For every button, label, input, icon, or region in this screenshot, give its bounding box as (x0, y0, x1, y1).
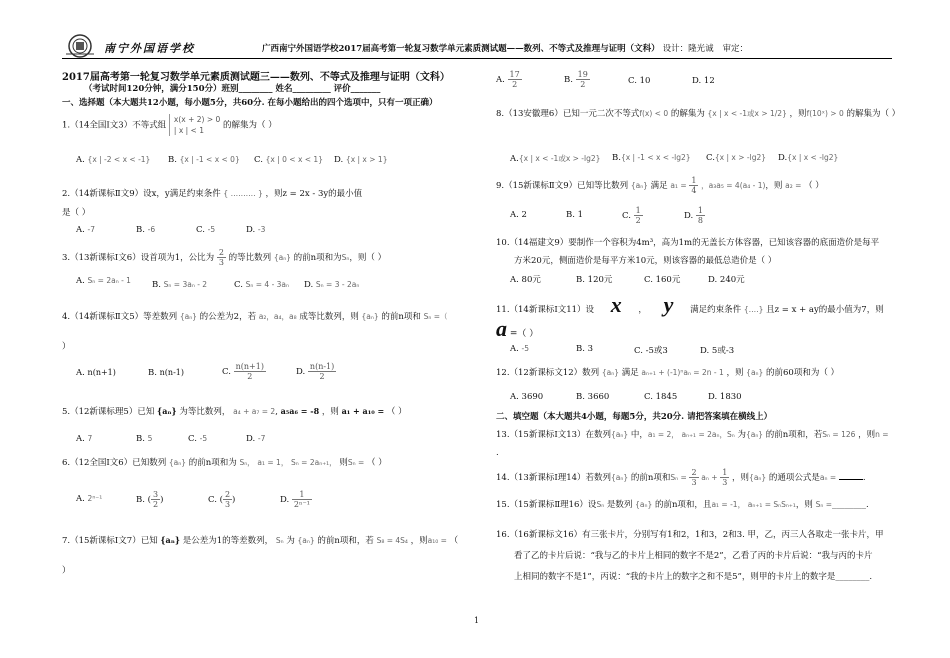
q1-option-c: C. {x | 0 < x < 1} (254, 155, 323, 165)
q5-option-b: B. 5 (136, 434, 153, 444)
question-1 (62, 114, 277, 136)
q1-tail: 的解集为（ ） (223, 120, 277, 131)
q3-option-b: B. Sₙ = 3aₙ - 2 (152, 280, 208, 290)
q4-option-b: B. n(n-1) (148, 368, 184, 378)
question-3: 3.（13新课标Ⅰ文6）设首项为1，公比为 $\frac{2}{3}$ 的等比数列 {aₙ} 的前n项和为Sₙ，则（ ） (62, 248, 387, 267)
q11-option-c: C. -5或3 (634, 346, 668, 356)
q6-option-b: B. ( $\frac{3}{2}$ ) (136, 490, 164, 509)
q7-option-b: B. $\frac{19}{2}$ (564, 70, 588, 89)
header-divider (62, 58, 892, 59)
school-emblem-icon (62, 34, 98, 58)
q6-option-a: A. 2ⁿ⁻¹ (76, 494, 103, 504)
q9-option-a: A. 2 (510, 210, 527, 220)
q2-option-a: A. -7 (76, 225, 96, 235)
q1-sys-line1: x(x + 2) > 0 (173, 115, 221, 124)
q11-option-b: B. 3 (576, 344, 594, 354)
question-11: 11.（14新课标Ⅰ文11）设 x ， y 满足约束条件 {‥‥} 且z = x + ay的最小值为7，则 (496, 292, 884, 317)
q2-tail2: 是（ ） (62, 208, 91, 218)
header-reviewer: 审定： (722, 44, 749, 54)
question-2 (62, 187, 362, 199)
q1-sys-line2: | x | < 1 (173, 126, 204, 135)
q9-option-c: C. $\frac{1}{2}$ (622, 206, 641, 225)
question-5: 5.（12新课标理5）已知 {aₙ} 为等比数列， a₄ + a₇ = 2, a₅a₆ = -8 ，则 a₁ + a₁₀ = （ ） (62, 406, 407, 417)
q12-option-d: D. 1830 (708, 392, 742, 402)
q11-option-a: A. -5 (510, 344, 530, 354)
q2-option-b: B. -6 (136, 225, 156, 235)
q11-answer-line: a =（ ） (496, 316, 539, 341)
question-15: 15.（15新课标Ⅱ理16）设Sₙ 是数列 {aₙ} 的前n项和，且a₁ = -1， aₙ₊₁ = SₙSₙ₊₁，则 Sₙ =________. (496, 500, 869, 510)
q8-option-d: D.{x | x < -lg2} (778, 153, 839, 163)
question-10-line1: 10.（14福建文9）要制作一个容积为4m³，高为1m的无盖长方体容器，已知该容器的底面造价是每平 (496, 238, 880, 248)
question-6: 6.（12全国Ⅰ文6）已知数列 {aₙ} 的前n项和为 Sₙ， a₁ = 1， Sₙ = 2aₙ₊₁， 则Sₙ = （ ） (62, 458, 387, 468)
q3-option-a: A. Sₙ = 2aₙ - 1 (76, 276, 131, 286)
q1-system (169, 114, 220, 136)
q12-option-b: B. 3660 (576, 392, 610, 402)
q8-option-b: B.{x | -1 < x < -lg2} (612, 153, 691, 163)
q10-option-d: D. 240元 (708, 275, 745, 285)
question-13: 13.（15新课标Ⅰ文13）在数列{aₙ} 中，a₁ = 2， aₙ₊₁ = 2aₙ，Sₙ 为{aₙ} 的前n项和，若Sₙ = 126 ，则n = (496, 430, 889, 440)
q9-option-d: D. $\frac{1}{8}$ (684, 206, 704, 225)
q10-option-a: A. 80元 (510, 275, 541, 285)
q4-option-a: A. n(n+1) (76, 368, 116, 378)
q3-ratio-fraction: $\frac{2}{3}$ (218, 248, 224, 267)
question-7: 7.（15新课标Ⅰ文7）已知 {aₙ} 是公差为1的等差数列， Sₙ 为 {aₙ} 的前n项和，若 S₈ = 4S₄ ，则a₁₀ = （ (62, 535, 459, 546)
q12-option-a: A. 3690 (510, 392, 544, 402)
section-1-heading: 一、选择题（本大题共12小题，每小题5分，共60分. 在每小题给出的四个选项中，只有一项正确） (62, 98, 438, 108)
page-header (262, 42, 748, 54)
q7-option-d: D. 12 (692, 76, 715, 86)
question-12: 12.（12新课标文12）数列 {aₙ} 满足 aₙ₊₁ + (-1)ⁿaₙ = 2n - 1 ，则 {aₙ} 的前60项和为（ ） (496, 368, 840, 378)
q2-system: { ‥‥‥‥‥ } (223, 189, 263, 198)
question-16-line3: 上相同的数字不是1”，丙说：“我的卡片上的数字之和不是5”，则甲的卡片上的数字是________. (514, 572, 873, 582)
q5-option-a: A. 7 (76, 434, 93, 444)
question-10-line2: 方米20元，侧面造价是每平方米10元，则该容器的最低总造价是（ ） (514, 256, 777, 266)
q11-option-d: D. 5或-3 (700, 346, 735, 356)
q1-stem: 1.（14全国Ⅰ文3）不等式组 (62, 120, 167, 131)
q12-option-c: C. 1845 (644, 392, 678, 402)
question-8: 8.（13安徽理6）已知一元二次不等式f(x) < 0 的解集为 {x | x < -1或x > 1/2} ，则f(10ˣ) > 0 的解集为（ ） (496, 109, 901, 119)
exam-title: 2017届高考第一轮复习数学单元素质测试题三——数列、不等式及推理与证明（文科） (62, 72, 450, 83)
question-4: 4.（14新课标Ⅱ文5）等差数列 {aₙ} 的公差为2，若 a₂，a₄，a₈ 成等比数列，则 {aₙ} 的前n项和 Sₙ =（ (62, 312, 448, 322)
q7-option-c: C. 10 (628, 76, 651, 86)
page-number: 1 (474, 616, 480, 625)
q4-option-d: D. $\frac{n(n-1)}{2}$ (296, 362, 335, 381)
section-2-heading: 二、填空题（本大题共4小题，每题5分，共20分. 请把答案填在横线上） (496, 412, 773, 422)
q4-option-c: C. $\frac{n(n+1)}{2}$ (222, 362, 264, 381)
q4-close: ） (62, 342, 71, 352)
q2-tail: ，则z = 2x - 3y的最小值 (265, 189, 363, 199)
q1-option-b: B. {x | -1 < x < 0} (168, 155, 240, 165)
q6-option-d: D. $\frac{1}{\text{2ⁿ⁻¹}}$ (280, 490, 310, 509)
q3-option-c: C. Sₙ = 4 - 3aₙ (234, 280, 290, 290)
exam-info: （考试时间120分钟，满分150分）班别________ 姓名_________ 评价_______ (84, 84, 381, 94)
q2-option-c: C. -5 (196, 225, 216, 235)
q10-option-b: B. 120元 (576, 275, 613, 285)
q1-option-a: A. {x | -2 < x < -1} (76, 155, 151, 165)
q2-stem: 2.（14新课标Ⅱ文9）设x，y满足约束条件 (62, 189, 221, 199)
q6-option-c: C. ( $\frac{2}{3}$ ) (208, 490, 236, 509)
header-designer: 设计：隆光诚 (662, 44, 714, 54)
q2-option-d: D. -3 (246, 225, 266, 235)
question-16-line2: 看了乙的卡片后说：“我与乙的卡片上相同的数字不是2”，乙看了丙的卡片后说：“我与丙的卡片 (514, 551, 873, 561)
question-9: 9.（15新课标Ⅱ文9）已知等比数列 {aₙ} 满足 a₁ = $\frac{1}{4}$ ，a₃a₅ = 4(a₄ - 1)，则 a₂ = （ ） (496, 176, 824, 195)
q10-option-c: C. 160元 (644, 275, 681, 285)
q13-end: . (496, 448, 499, 458)
q3-option-d: D. Sₙ = 3 - 2aₙ (304, 280, 360, 290)
q9-option-b: B. 1 (566, 210, 584, 220)
q1-option-d: D. {x | x > 1} (334, 155, 388, 165)
q7-close: ） (62, 566, 71, 576)
q7-option-a: A. $\frac{17}{2}$ (496, 70, 520, 89)
q8-option-a: A.{x | x < -1或x > -lg2} (510, 154, 601, 164)
school-brand-logo: 南宁外国语学校 (104, 42, 195, 55)
q8-option-c: C.{x | x > -lg2} (706, 153, 766, 163)
q5-option-c: C. -5 (188, 434, 208, 444)
q5-option-d: D. -7 (246, 434, 266, 444)
header-title: 广西南宁外国语学校2017届高考第一轮复习数学单元素质测试题——数列、不等式及推理与证明（文科） (262, 44, 660, 54)
question-16-line1: 16.（16新课标文16）有三张卡片，分别写有1和2，1和3，2和3. 甲，乙，丙三人各取走一张卡片，甲 (496, 530, 884, 540)
question-14: 14.（13新课标Ⅰ理14）若数列{aₙ} 的前n项和Sₙ = $\frac{2}{3}$ aₙ + $\frac{1}{3}$ ，则{aₙ} 的通项公式是aₙ = . (496, 468, 866, 487)
